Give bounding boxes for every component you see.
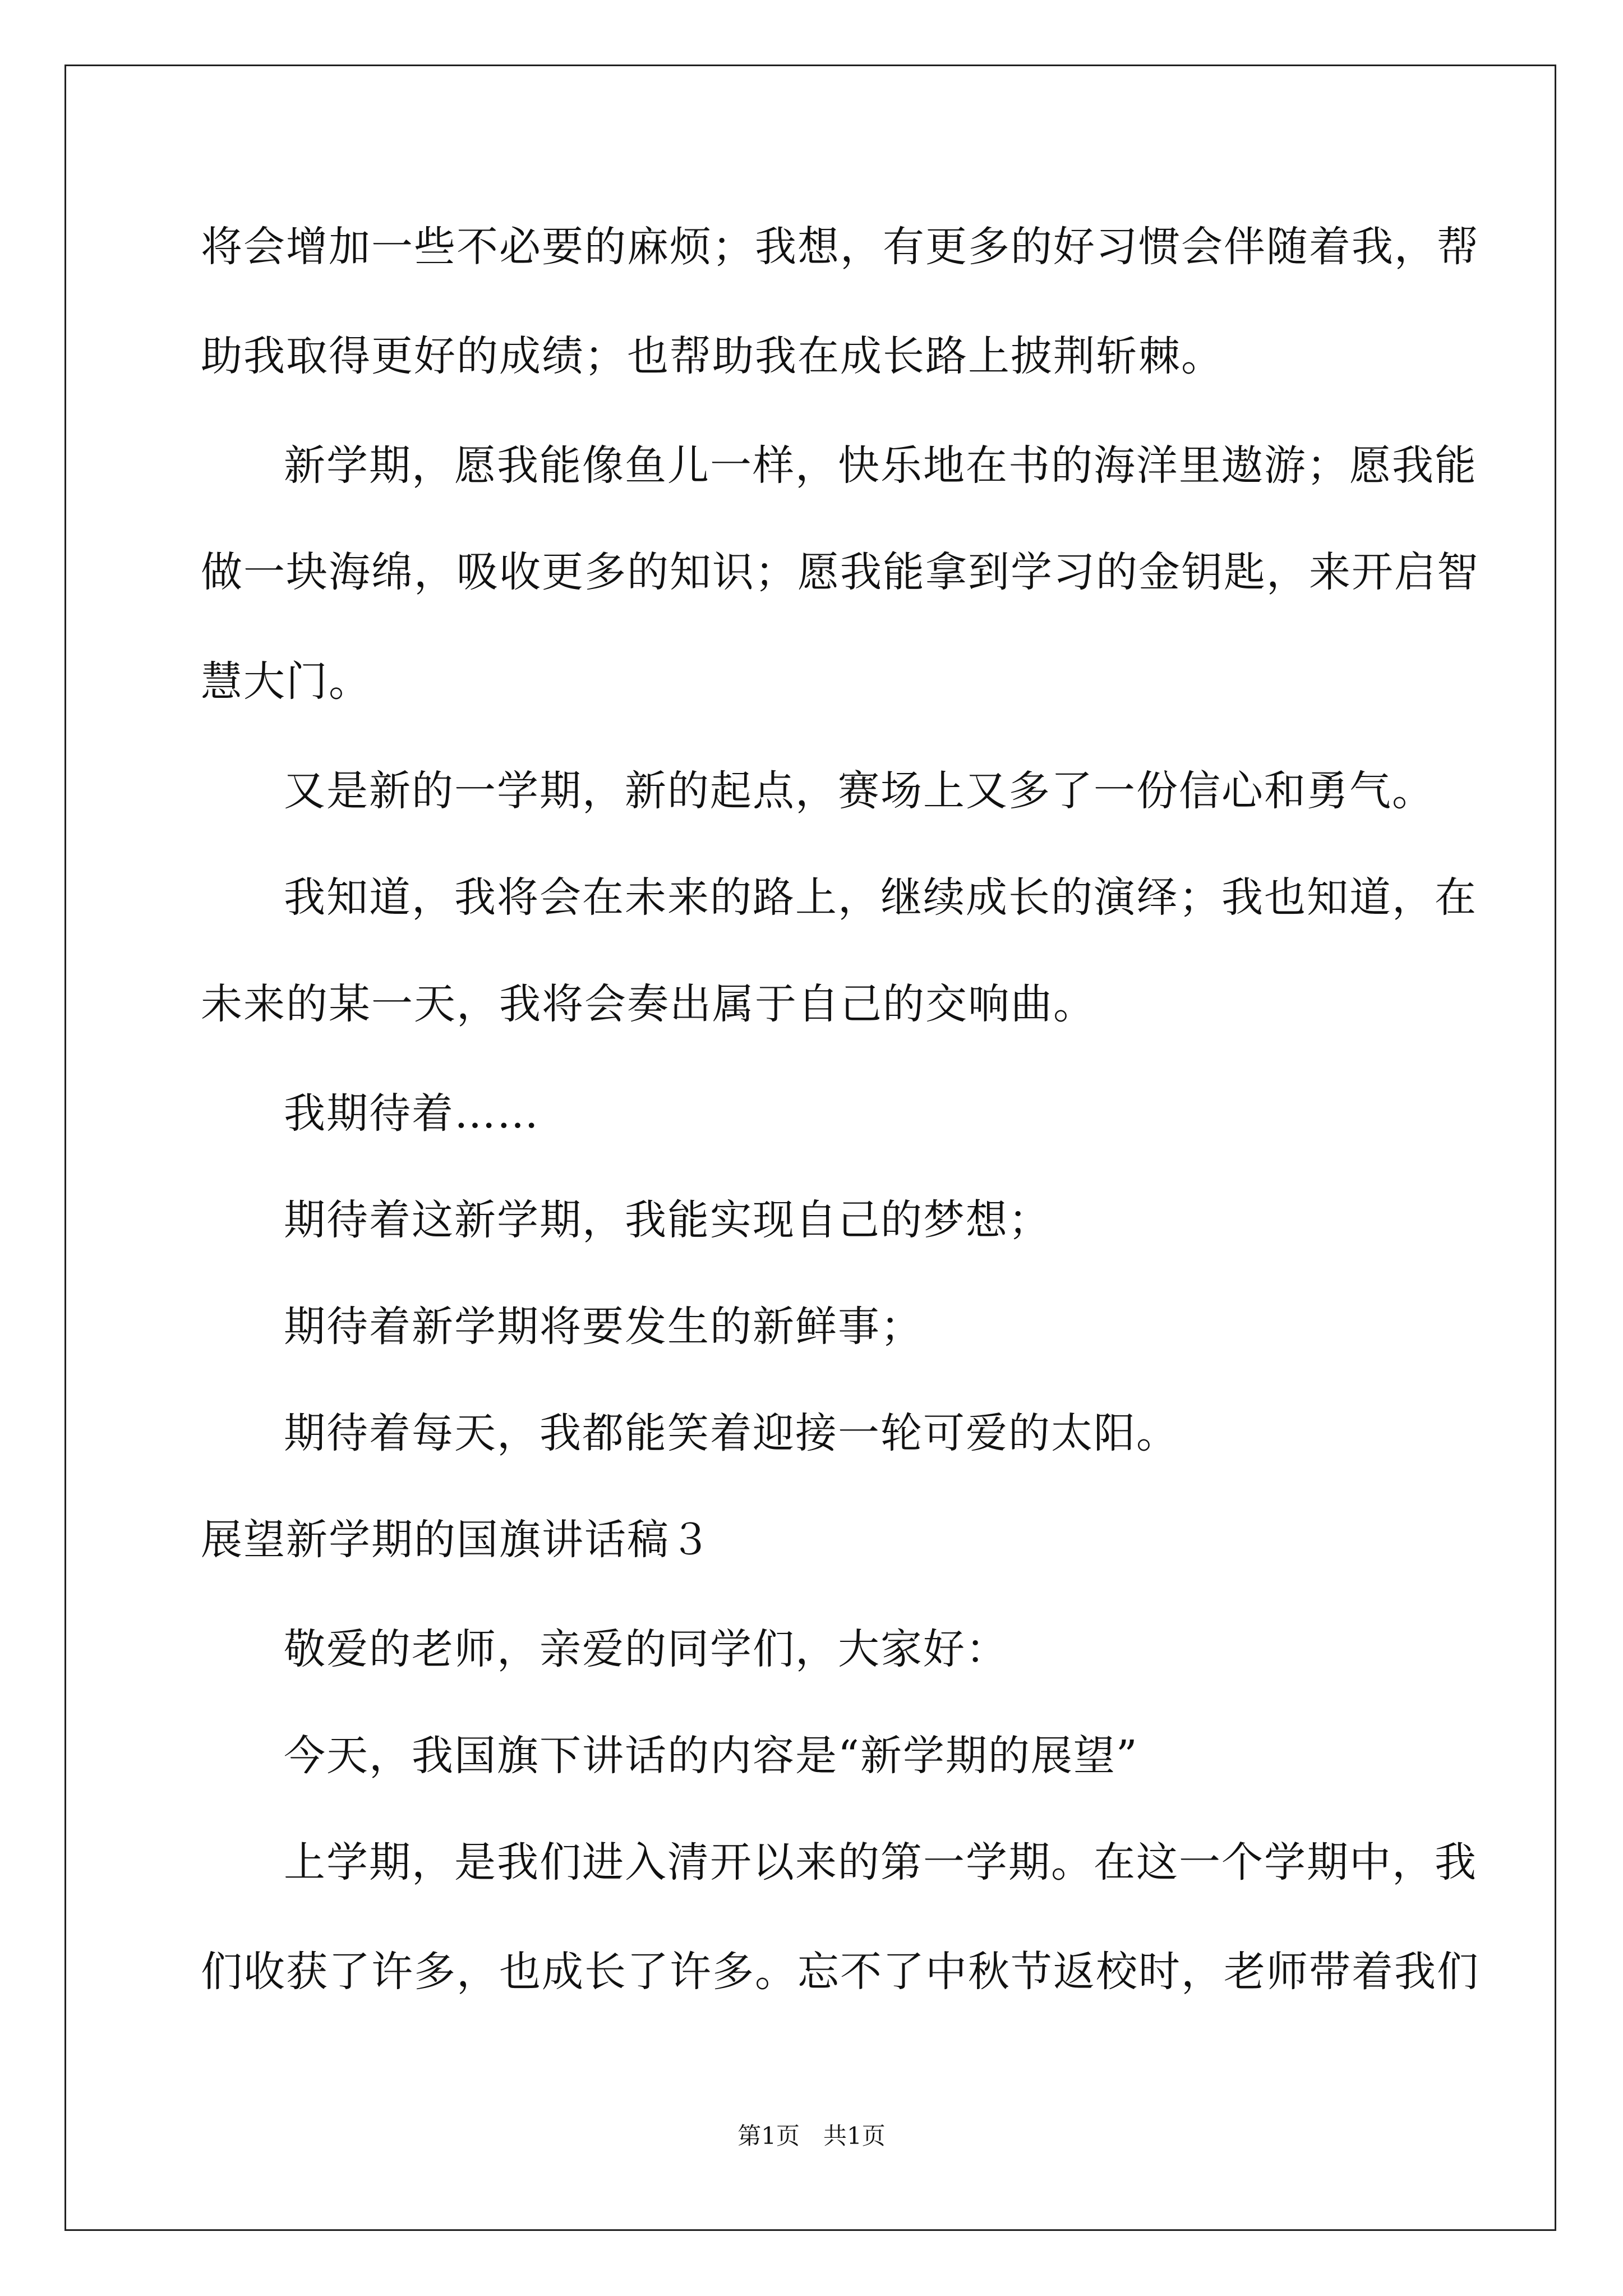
body-line-5: 慧大门。 — [201, 657, 371, 706]
body-line-9: 我期待着…… — [284, 1089, 540, 1138]
section-heading: 展望新学期的国旗讲话稿３ — [201, 1516, 712, 1564]
body-line-12: 期待着每天，我都能笑着迎接一轮可爱的太阳。 — [284, 1409, 1179, 1457]
body-line-10: 期待着这新学期，我能实现自己的梦想； — [284, 1196, 1051, 1244]
body-line-16: 上学期，是我们进入清开以来的第一学期。在这一个学期中，我 — [284, 1838, 1477, 1887]
body-line-3: 新学期，愿我能像鱼儿一样，快乐地在书的海洋里遨游；愿我能 — [284, 441, 1477, 490]
body-line-4: 做一块海绵，吸收更多的知识；愿我能拿到学习的金钥匙，来开启智 — [201, 548, 1479, 596]
body-line-2: 助我取得更好的成绩；也帮助我在成长路上披荆斩棘。 — [201, 332, 1224, 380]
body-line-11: 期待着新学期将要发生的新鲜事； — [284, 1303, 923, 1351]
body-line-15: 今天，我国旗下讲话的内容是“新学期的展望” — [284, 1732, 1138, 1780]
body-line-8: 未来的某一天，我将会奏出属于自己的交响曲。 — [201, 980, 1096, 1028]
body-line-6: 又是新的一学期，新的起点，赛场上又多了一份信心和勇气。 — [284, 767, 1435, 815]
body-line-7: 我知道，我将会在未来的路上，继续成长的演绎；我也知道，在 — [284, 873, 1477, 922]
page-border — [64, 65, 1556, 2231]
page-footer: 第1页 共1页 — [737, 2122, 886, 2150]
body-line-1: 将会增加一些不必要的麻烦；我想，有更多的好习惯会伴随着我，帮 — [201, 223, 1479, 271]
body-line-14: 敬爱的老师，亲爱的同学们，大家好： — [284, 1625, 1008, 1673]
body-line-17: 们收获了许多，也成长了许多。忘不了中秋节返校时，老师带着我们 — [201, 1948, 1479, 1996]
